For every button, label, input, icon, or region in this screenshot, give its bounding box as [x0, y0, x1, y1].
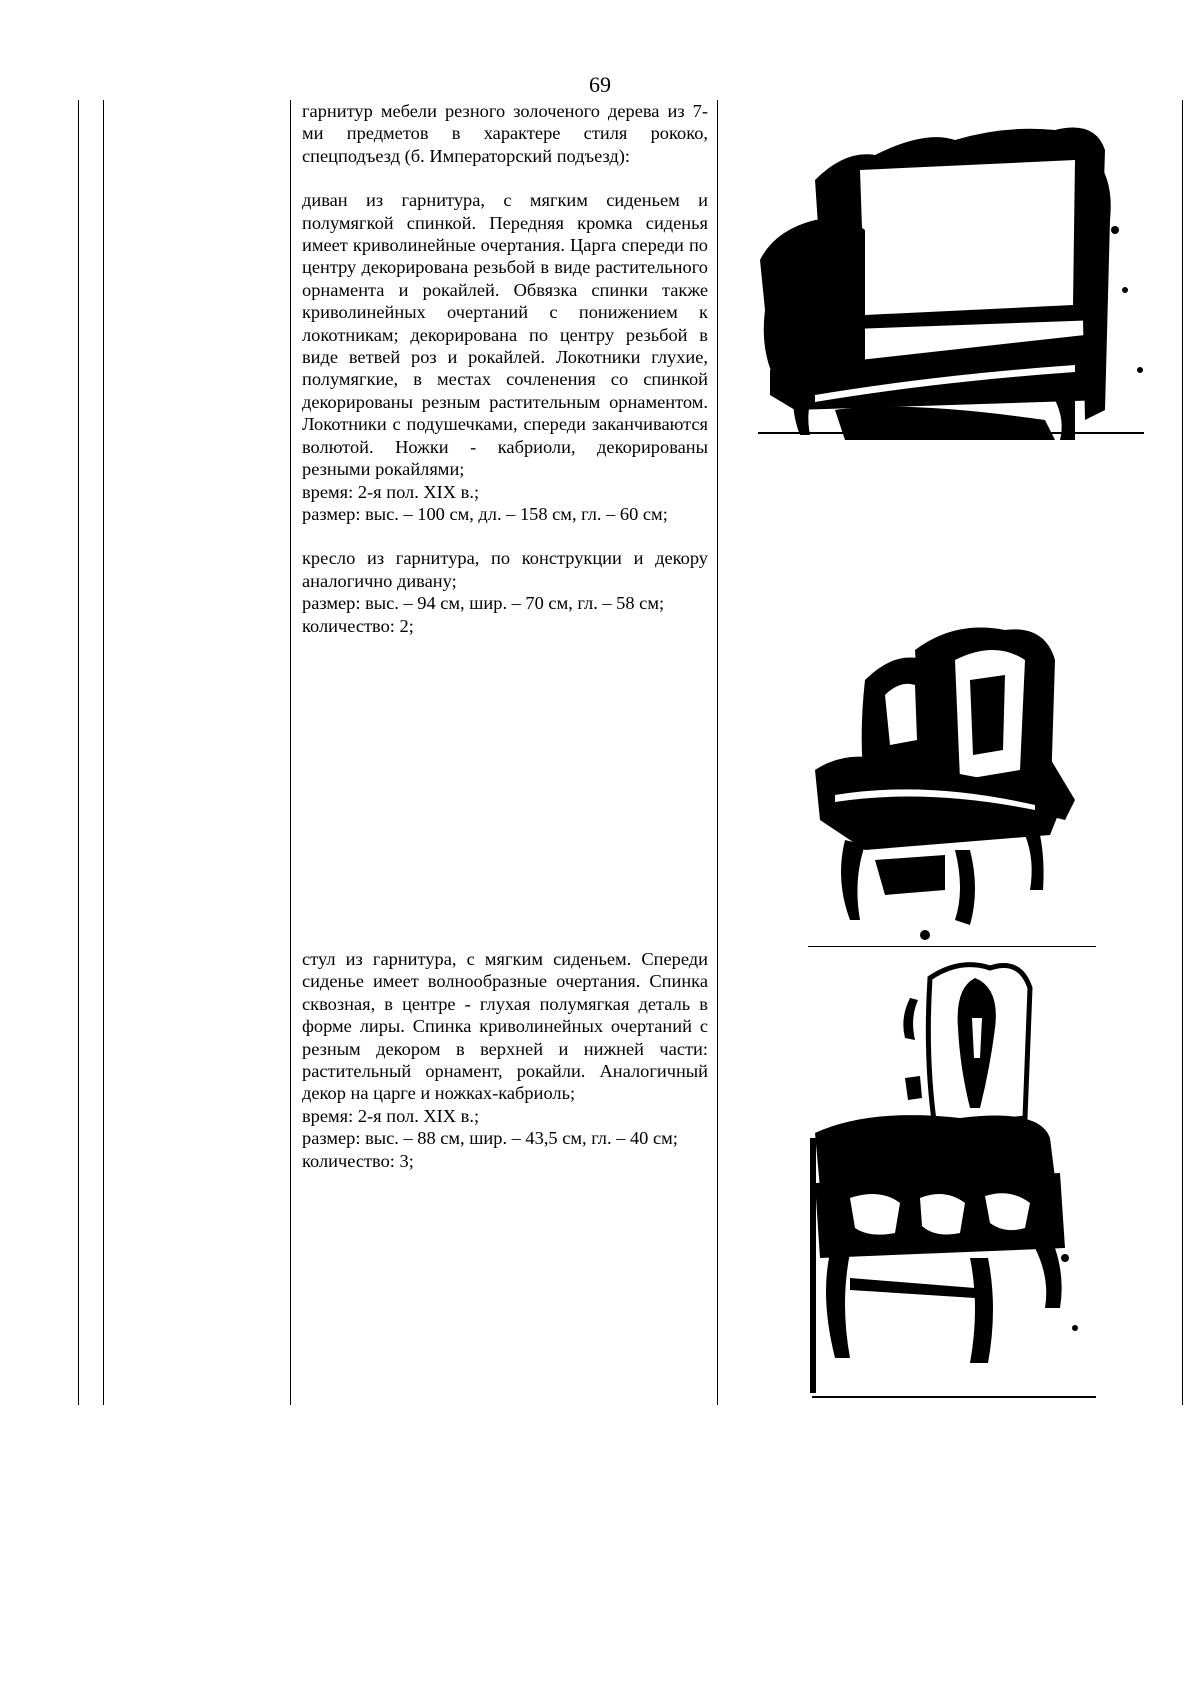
- set-intro: гарнитур мебели резного золоченого дерева из 7-ми предметов в характере стиля рококо, спецподъезд (б. Императорский подъезд):: [302, 101, 708, 166]
- sofa-size: размер: выс. – 100 см, дл. – 158 см, гл. – 60 см;: [302, 503, 668, 524]
- chair-photo-bottom-rule: [812, 1396, 1096, 1398]
- table-border-right: [1182, 100, 1183, 1405]
- chair-description: стул из гарнитура, с мягким сиденьем. Спереди сиденье имеет волнообразные очертания. Спинка сквозная, в центре - глухая полумягкая деталь в форме лиры. Спинка криволинейных очертаний с резным декором в верхней и нижней части: растительный орнамент, рокайли. Аналогичный декор на царге и ножках-кабриоль;: [302, 949, 708, 1104]
- table-column-divider-text: [290, 100, 291, 1405]
- sofa-photo: [755, 110, 1155, 440]
- page-number: 69: [589, 72, 611, 97]
- armchair-photo-bottom-rule: [808, 946, 1096, 947]
- table-border-left-outer: [78, 100, 79, 1405]
- armchair-description: кресло из гарнитура, по конструкции и декору аналогично дивану;: [302, 548, 708, 591]
- armchair-photo: [805, 620, 1095, 940]
- sofa-time: время: 2-я пол. XIX в.;: [302, 481, 480, 502]
- chair-photo: [810, 958, 1092, 1398]
- chair-text-block: [302, 948, 708, 1172]
- chair-time: время: 2-я пол. XIX в.;: [302, 1105, 480, 1126]
- chair-quantity: количество: 3;: [302, 1150, 414, 1171]
- chair-size: размер: выс. – 88 см, шир. – 43,5 см, гл. – 40 см;: [302, 1128, 678, 1149]
- table-border-left-inner: [103, 100, 104, 1405]
- table-column-divider-image: [717, 100, 718, 1405]
- sofa-text-block: [302, 100, 708, 637]
- armchair-quantity: количество: 2;: [302, 615, 414, 636]
- sofa-description: диван из гарнитура, с мягким сиденьем и полумягкой спинкой. Передняя кромка сиденья имеет криволинейные очертания. Царга спереди по центру декорирована резьбой в виде растительного орнамента и рокайлей. Обвязка спинки также криволинейных очертаний с понижением к локотникам; декорирована по центру резьбой в виде ветвей роз и рокайлей. Локотники глухие, полумягкие, в местах сочленения со спинкой декорированы резным растительным орнаментом. Локотники с подушечками, спереди заканчиваются волютой. Ножки - кабриоли, декорированы резными рокайлями;: [302, 190, 708, 480]
- armchair-size: размер: выс. – 94 см, шир. – 70 см, гл. – 58 см;: [302, 593, 665, 614]
- sofa-photo-bottom-rule: [758, 432, 1144, 434]
